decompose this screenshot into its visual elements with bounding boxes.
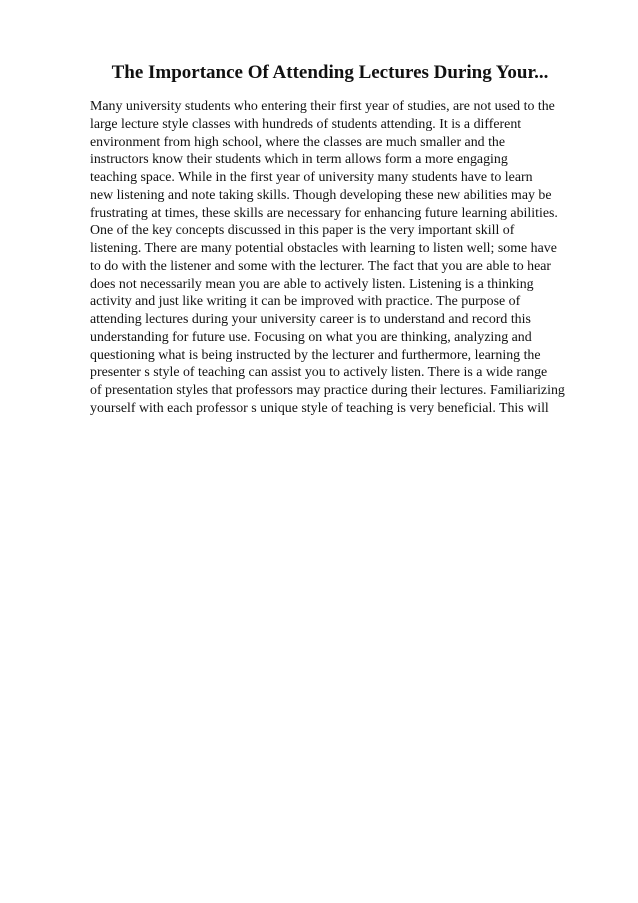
body-line: teaching space. While in the first year of university many students have to learn (90, 170, 533, 185)
body-line: yourself with each professor s unique style of teaching is very beneficial. This will (90, 400, 549, 416)
body-line: One of the key concepts discussed in this paper is the very important skill of (90, 223, 515, 239)
body-line: listening. There are many potential obstacles with learning to listen well; some have (90, 241, 557, 256)
body-line: attending lectures during your university career is to understand and record this (90, 312, 531, 327)
body-line: large lecture style classes with hundreds of students attending. It is a different (90, 116, 522, 132)
body-line: understanding for future use. Focusing on what you are thinking, analyzing and (90, 329, 532, 345)
body-line: new listening and note taking skills. Though developing these new abilities may be (90, 187, 552, 203)
body-line: of presentation styles that professors may practice during their lectures. Familiarizing (90, 383, 565, 398)
document-title: The Importance Of Attending Lectures During Your... (111, 62, 549, 83)
body-line: does not necessarily mean you are able to actively listen. Listening is a thinking (90, 276, 534, 292)
body-line: frustrating at times, these skills are necessary for enhancing future learning abilities. (90, 205, 558, 221)
body-line: presenter s style of teaching can assist you to actively listen. There is a wide range (90, 365, 548, 381)
document-body (90, 98, 590, 418)
body-line: to do with the listener and some with the lecturer. The fact that you are able to hear (90, 258, 552, 274)
body-line: questioning what is being instructed by the lecturer and furthermore, learning the (90, 347, 541, 363)
body-line: instructors know their students which in term allows form a more engaging (90, 152, 508, 168)
body-line: Many university students who entering their first year of studies, are not used to the (90, 99, 555, 114)
body-line: activity and just like writing it can be improved with practice. The purpose of (90, 294, 521, 310)
body-line: environment from high school, where the classes are much smaller and the (90, 134, 506, 150)
